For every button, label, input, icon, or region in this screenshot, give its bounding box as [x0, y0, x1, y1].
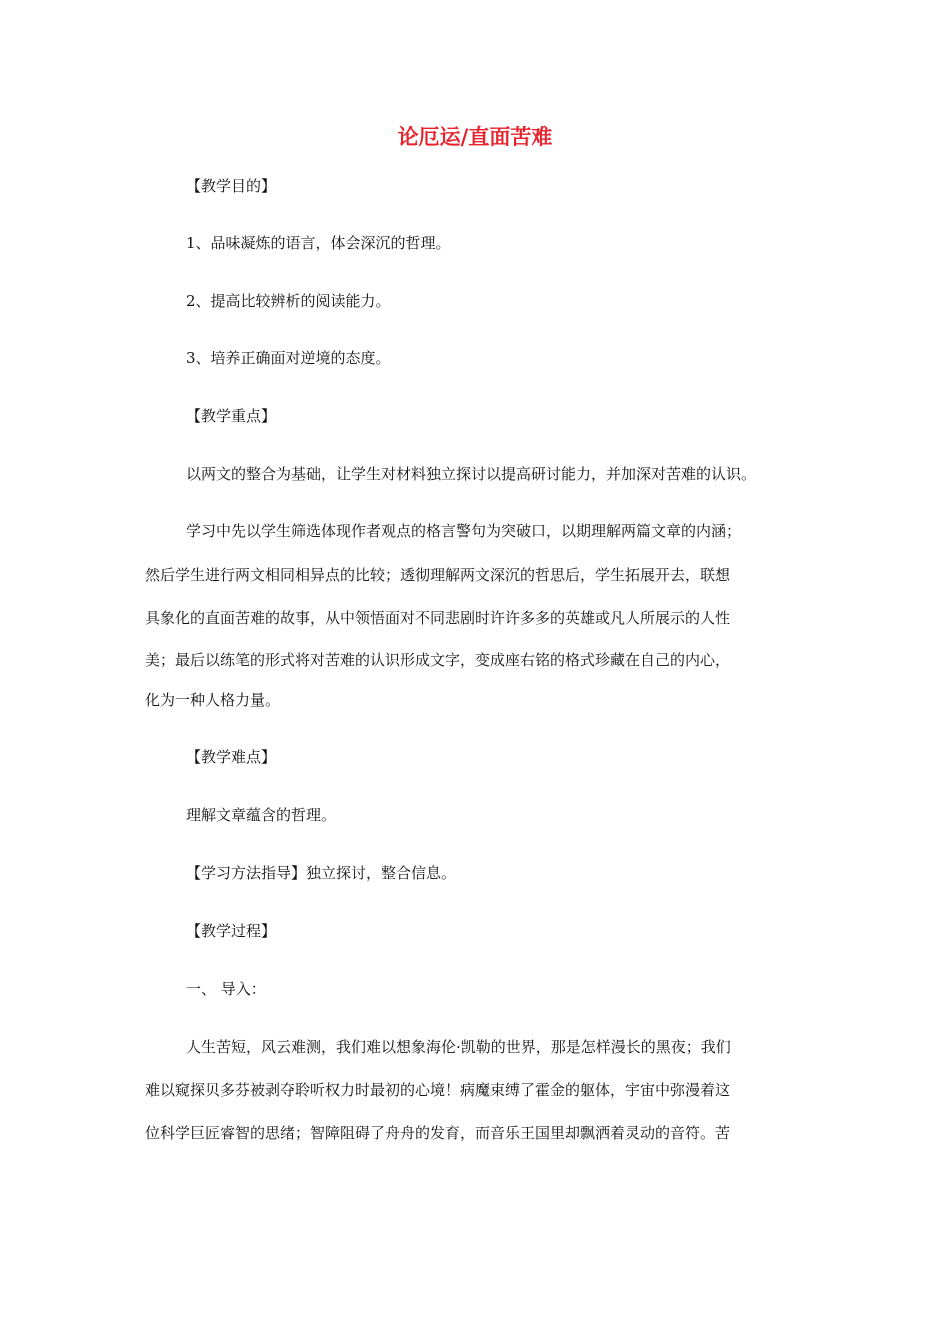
intro-line: 人生苦短，风云难测，我们难以想象海伦·凯勒的世界，那是怎样漫长的黑夜；我们	[186, 1038, 731, 1056]
plan-line: 具象化的直面苦难的故事，从中领悟面对不同悲剧时许许多多的英雄或凡人所展示的人性	[145, 609, 731, 627]
plan-line: 学习中先以学生筛选体现作者观点的格言警句为突破口，以期理解两篇文章的内涵；	[186, 522, 742, 540]
objective-2: 2、提高比较辨析的阅读能力。	[186, 292, 391, 310]
plan-line: 然后学生进行两文相同相异点的比较；透彻理解两文深沉的哲思后，学生拓展开去，联想	[145, 566, 731, 584]
focus-heading: 【教学重点】	[186, 407, 277, 425]
objectives-heading: 【教学目的】	[186, 177, 277, 195]
objective-3: 3、培养正确面对逆境的态度。	[186, 349, 391, 367]
intro-line: 位科学巨匠睿智的思绪；智障阻碍了舟舟的发育，而音乐王国里却飘洒着灵动的音符。苦	[145, 1124, 731, 1142]
method-text: 【学习方法指导】独立探讨，整合信息。	[186, 864, 457, 882]
document-title: 论厄运/直面苦难	[397, 124, 553, 149]
plan-line: 美；最后以练笔的形式将对苦难的认识形成文字，变成座右铭的格式珍藏在自己的内心，	[145, 651, 731, 669]
difficulty-heading: 【教学难点】	[186, 748, 277, 766]
intro-heading: 一、 导入：	[186, 980, 266, 998]
process-heading: 【教学过程】	[186, 922, 277, 940]
objective-1: 1、品味凝炼的语言，体会深沉的哲理。	[186, 234, 451, 252]
intro-line: 难以窥探贝多芬被剥夺聆听权力时最初的心境！病魔束缚了霍金的躯体，宇宙中弥漫着这	[145, 1081, 731, 1099]
focus-text: 以两文的整合为基础，让学生对材料独立探讨以提高研讨能力，并加深对苦难的认识。	[186, 465, 757, 483]
plan-line: 化为一种人格力量。	[145, 691, 281, 709]
difficulty-text: 理解文章蕴含的哲理。	[186, 806, 337, 824]
